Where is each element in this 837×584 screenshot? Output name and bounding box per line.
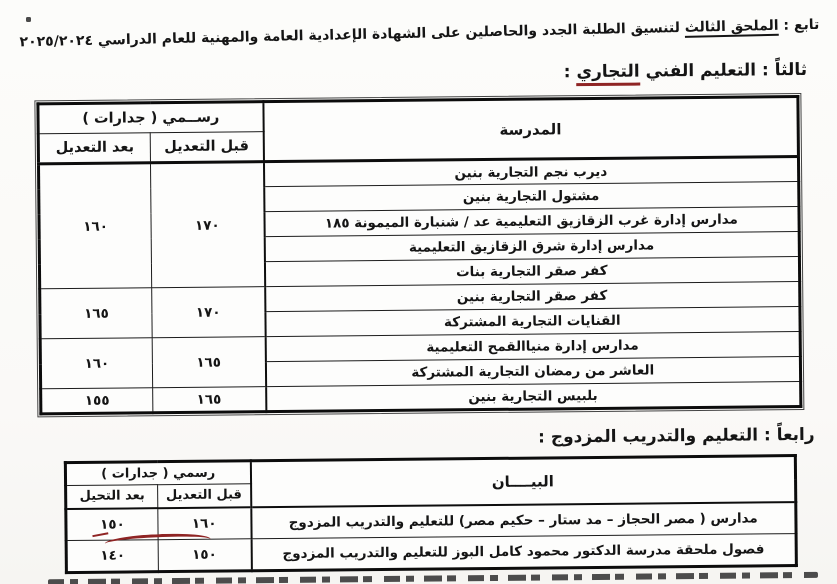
- statement-cell: مدارس ( مصر الحجاز – مد ستار – حكيم مصر) للتعليم والتدريب المزدوج: [251, 502, 796, 539]
- before-adjust-header: قبل التعديل: [158, 484, 251, 508]
- before-value-cell: ١٧٠: [150, 162, 264, 288]
- table-header-row: [38, 97, 798, 134]
- heading-prefix: ثالثاً : التعليم الفني: [645, 59, 808, 82]
- after-value-cell: ١٥٥: [41, 388, 153, 414]
- official-group-header: رسمي ( جدارات ): [65, 461, 250, 486]
- before-adjust-header: قبل التعديل: [150, 132, 263, 163]
- after-value-cell: ١٦٥: [40, 288, 152, 339]
- after-value-cell: ١٦٠: [40, 338, 152, 389]
- school-cell: كفر صقر التجارية بنات: [264, 257, 799, 287]
- cut-off-text-line: [48, 572, 818, 584]
- school-cell: القنايات التجارية المشتركة: [265, 307, 800, 337]
- document-title: [0, 13, 819, 55]
- statement-cell: فصول ملحقة مدرسة الدكتور محمود كامل البوز للتعليم والتدريب المزدوج: [251, 534, 796, 571]
- after-value-cell: ١٥٠: [66, 508, 158, 541]
- after-value-cell: ١٤٠: [66, 540, 158, 573]
- school-cell: مدارس إدارة غرب الزقازيق التعليمية عد / شنبارة الميمونة ١٨٥: [264, 207, 799, 237]
- title-appendix-name: الملحق الثالث: [684, 17, 779, 36]
- heading-marked-word: التجاري: [576, 62, 639, 87]
- after-adjust-header: بعد التعديل: [38, 133, 150, 164]
- scan-dot-mark: [26, 17, 31, 22]
- after-adjust-header: بعد التحيل: [66, 485, 158, 509]
- section-three-heading: [0, 57, 807, 91]
- school-cell: العاشر من رمضان التجارية المشتركة: [265, 357, 800, 387]
- commercial-education-table: [36, 95, 802, 415]
- before-value-cell: ١٥٠: [158, 539, 251, 572]
- section-four-heading: رابعاً : التعليم والتدريب المزدوج :: [537, 424, 815, 448]
- title-prefix: تابع :: [783, 16, 820, 34]
- before-value-cell: ١٦٠: [158, 507, 251, 540]
- official-group-header: رســمي ( جدارات ): [38, 102, 263, 134]
- school-cell: بلبيس التجارية بنين: [266, 382, 801, 412]
- after-value-cell: ١٦٠: [38, 163, 151, 289]
- heading-suffix: :: [563, 62, 571, 83]
- statement-column-header: البيــــان: [250, 456, 795, 507]
- dual-education-table: [64, 454, 798, 574]
- document-body: [0, 57, 837, 584]
- school-cell: مدارس إدارة منياالقمح التعليمية: [265, 332, 800, 362]
- school-cell: ديرب نجم التجارية بنين: [263, 157, 798, 187]
- before-value-cell: ١٧٠: [152, 287, 265, 338]
- title-rest: لتنسيق الطلبة الجدد والحاصلين على الشهادة الإعدادية العامة والمهنية للعام الدراسي ٢٠٢٥/٢٠٢٤: [19, 19, 681, 51]
- school-cell: مدارس إدارة شرق الزقازيق التعليمية: [264, 232, 799, 262]
- table-header-row: [65, 456, 795, 486]
- before-value-cell: ١٦٥: [152, 337, 265, 388]
- school-cell: كفر صقر التجارية بنين: [265, 282, 800, 312]
- school-cell: مشتول التجارية بنين: [264, 182, 799, 212]
- before-value-cell: ١٦٥: [153, 387, 266, 413]
- school-column-header: المدرسة: [263, 97, 799, 162]
